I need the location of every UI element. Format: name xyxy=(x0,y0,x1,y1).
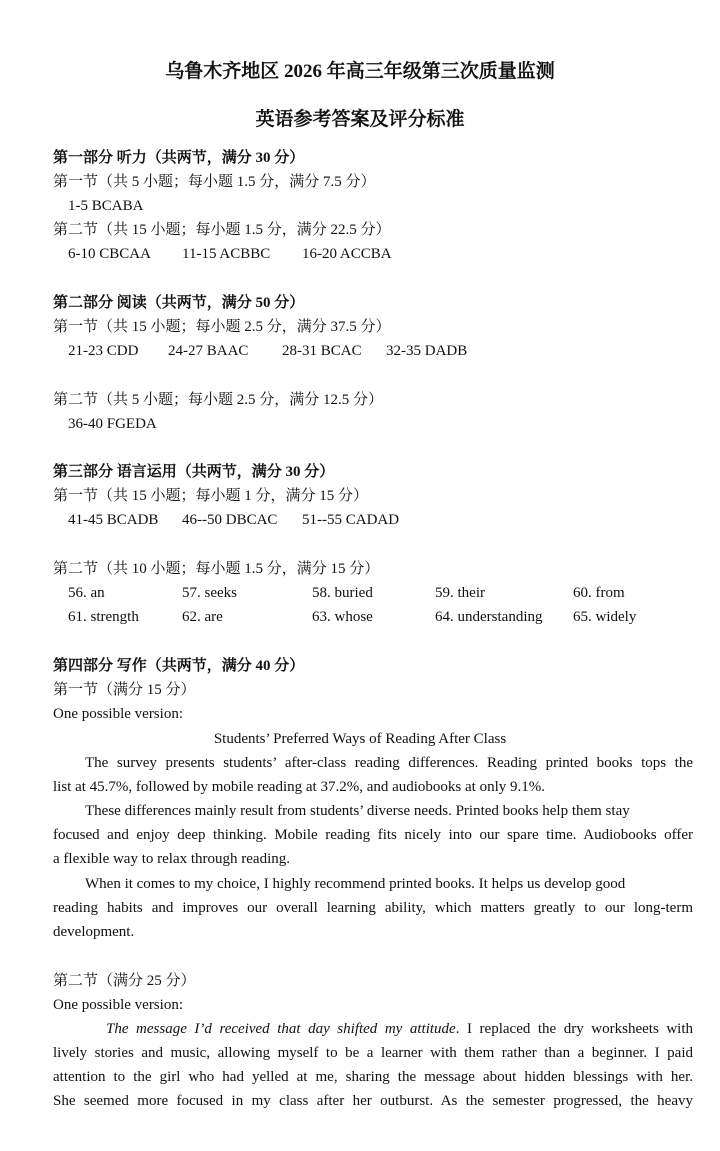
cloze-answer: 58. buried xyxy=(312,585,373,601)
answer-group: 41-45 BCADB xyxy=(68,512,159,528)
story-lead-rest: . I replaced the dry worksheets with xyxy=(455,1021,693,1037)
answer-group: 32-35 DADB xyxy=(386,343,468,359)
part1-heading: 第一部分 听力（共两节，满分 30 分） xyxy=(53,150,305,166)
part1-sec2-heading: 第二节（共 15 小题；每小题 1.5 分，满分 22.5 分） xyxy=(53,222,391,238)
cloze-answer: 63. whose xyxy=(312,609,373,625)
part2-sec2-heading: 第二节（共 5 小题；每小题 2.5 分，满分 12.5 分） xyxy=(53,392,384,408)
story-lead-sentence: The message I’d received that day shifted my attitude xyxy=(106,1021,456,1037)
essay-title: Students’ Preferred Ways of Reading After Class xyxy=(213,731,507,747)
answer-group: 21-23 CDD xyxy=(68,343,139,359)
answer-group: 51--55 CADAD xyxy=(302,512,400,528)
answer-group: 24-27 BAAC xyxy=(168,343,249,359)
answer-group: 28-31 BCAC xyxy=(282,343,362,359)
part4-sec2-heading: 第二节（满分 25 分） xyxy=(53,973,196,989)
answer-group: 1-5 BCABA xyxy=(68,198,144,214)
cloze-answer: 60. from xyxy=(573,585,625,601)
page-title: 乌鲁木齐地区 2026 年高三年级第三次质量监测 xyxy=(165,61,555,82)
answer-group: 46--50 DBCAC xyxy=(182,512,278,528)
page-subtitle: 英语参考答案及评分标准 xyxy=(255,109,465,130)
part3-heading: 第三部分 语言运用（共两节，满分 30 分） xyxy=(53,464,335,480)
cloze-answer: 56. an xyxy=(68,585,105,601)
part4-heading: 第四部分 写作（共两节，满分 40 分） xyxy=(53,658,305,674)
cloze-answer: 61. strength xyxy=(68,609,139,625)
part3-sec1-heading: 第一节（共 15 小题；每小题 1 分，满分 15 分） xyxy=(53,488,369,504)
part4-sec1-heading: 第一节（满分 15 分） xyxy=(53,682,196,698)
version-label: One possible version: xyxy=(53,997,183,1013)
cloze-answer: 65. widely xyxy=(573,609,637,625)
part3-sec2-heading: 第二节（共 10 小题；每小题 1.5 分，满分 15 分） xyxy=(53,561,380,577)
answer-group: 6-10 CBCAA xyxy=(68,246,151,262)
cloze-answer: 57. seeks xyxy=(182,585,237,601)
cloze-answer: 62. are xyxy=(182,609,223,625)
essay-line: list at 45.7%, followed by mobile reading at 37.2%, and audiobooks at only 9.1%. xyxy=(53,779,545,795)
part1-sec1-heading: 第一节（共 5 小题；每小题 1.5 分，满分 7.5 分） xyxy=(53,174,376,190)
part2-heading: 第二部分 阅读（共两节，满分 50 分） xyxy=(53,295,305,311)
essay-line: These differences mainly result from students’ diverse needs. Printed books help them stay xyxy=(85,803,630,819)
cloze-answer: 59. their xyxy=(435,585,485,601)
essay-line: When it comes to my choice, I highly recommend printed books. It helps us develop good xyxy=(85,876,626,892)
answer-group: 36-40 FGEDA xyxy=(68,416,157,432)
answer-group: 16-20 ACCBA xyxy=(302,246,392,262)
essay-line: reading habits and improves our overall learning ability, which matters greatly to our long-term xyxy=(53,900,693,916)
story-line: She seemed more focused in my class after her outburst. As the semester progressed, the heavy xyxy=(53,1093,693,1109)
cloze-answer: 64. understanding xyxy=(435,609,543,625)
story-line: lively stories and music, allowing myself to be a learner with them rather than a beginner. I paid xyxy=(53,1045,693,1061)
essay-line: a flexible way to relax through reading. xyxy=(53,851,290,867)
part2-sec1-heading: 第一节（共 15 小题；每小题 2.5 分，满分 37.5 分） xyxy=(53,319,391,335)
essay-line: development. xyxy=(53,924,135,940)
answer-group: 11-15 ACBBC xyxy=(182,246,271,262)
essay-line: focused and enjoy deep thinking. Mobile reading fits nicely into our spare time. Audiobooks offer xyxy=(53,827,693,843)
version-label: One possible version: xyxy=(53,706,183,722)
story-line: attention to the girl who had yelled at me, sharing the message about hidden blessings with her. xyxy=(53,1069,693,1085)
story-line xyxy=(53,1017,693,1041)
essay-line: The survey presents students’ after-class reading differences. Reading printed books tops the xyxy=(85,755,693,771)
